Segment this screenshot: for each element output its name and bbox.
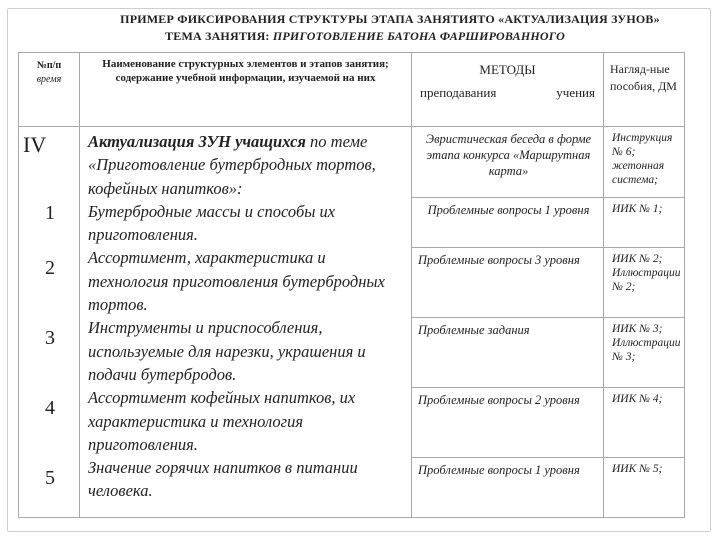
content-intro [88,130,407,200]
header-visual: Нагляд-ные пособия, ДМ [604,53,685,127]
header-learning: учения [556,84,595,100]
content-item: Ассортимент кофейных напитков, их характеристика и технология приготовления. [88,388,356,454]
row-number-1: 1 [45,202,55,224]
content-item: Значение горячих напитков в питании человека. [88,458,358,501]
row-number-4: 4 [45,397,55,419]
subtitle-label: ТЕМА ЗАНЯТИЯ: [165,29,270,43]
visual-cell: ИИК № 4; [604,388,685,458]
header-methods-sub [412,85,604,127]
visual-cell: ИИК № 5; [604,458,685,518]
header-time-label: время [36,74,62,85]
header-num-label: №п/п [36,60,62,71]
method-cell: Проблемные вопросы 3 уровня [412,248,604,318]
content-intro-bold: Актуализация ЗУН учащихся [88,132,306,151]
subtitle-topic: ПРИГОТОВЛЕНИЕ БАТОНА ФАРШИРОВАННОГО [272,29,565,43]
header-teaching: преподавания [420,84,497,100]
visual-cell: ИИК № 3; Иллюстрации № 3; [604,318,685,388]
row-number-5: 5 [45,467,55,489]
visual-cell: ИИК № 1; [604,198,685,248]
method-cell: Эвристическая беседа в форме этапа конкурса «Маршрутная карта» [412,127,604,198]
content-item: Инструменты и приспособления, используемые для нарезки, украшения и подачи бутербродов. [88,318,366,384]
content-cell [80,127,412,518]
content-item: Ассортимент, характеристика и технология приготовления бутербродных тортов. [88,248,385,315]
header-methods: МЕТОДЫ [412,53,604,85]
row-number-3: 3 [45,327,55,349]
header-name: Наименование структурных элементов и этапов занятия; содержание учебной информации, изучаемой на них [80,53,412,127]
visual-cell: ИИК № 2; Иллюстрации № 2; [604,248,685,318]
numbers-column [19,127,80,518]
row-number-2: 2 [45,257,55,279]
slide-subtitle [0,28,720,45]
method-cell: Проблемные вопросы 1 уровня [412,458,604,518]
method-cell: Проблемные вопросы 1 уровня [412,198,604,248]
content-intro-rest: по теме «Приготовление бутербродных тортов, кофейных напитков»: [88,132,376,198]
slide-title: ПРИМЕР ФИКСИРОВАНИЯ СТРУКТУРЫ ЭТАПА ЗАНЯТИЯТО «АКТУАЛИЗАЦИЯ ЗУНОВ» [120,12,660,26]
stage-number: IV [23,132,47,157]
content-item: Бутербродные массы и способы их приготовления. [88,201,336,245]
visual-cell: Инструкция № 6; жетонная система; [604,127,685,198]
method-cell: Проблемные вопросы 2 уровня [412,388,604,458]
method-cell: Проблемные задания [412,318,604,388]
header-number [19,53,80,127]
lesson-structure-table [18,52,685,518]
title-block [0,10,720,45]
